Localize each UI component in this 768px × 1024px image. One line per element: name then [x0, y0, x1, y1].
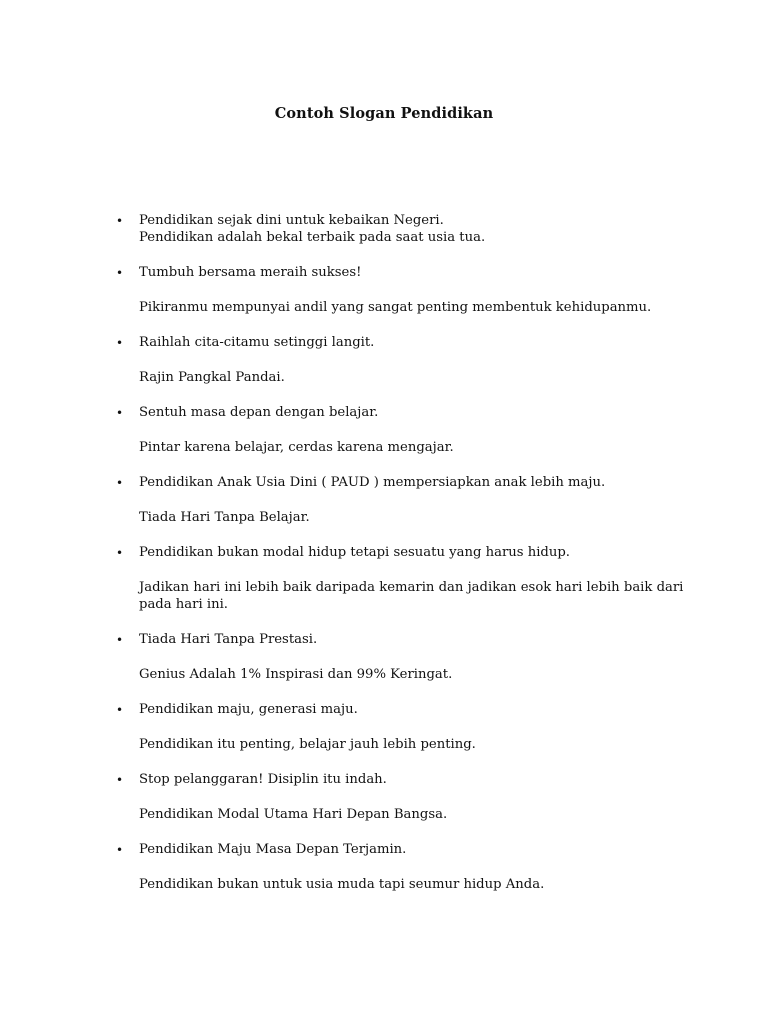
- list-item: [0, 544, 687, 613]
- list-item: [0, 404, 687, 456]
- slogan-line: Pendidikan itu penting, belajar jauh lebih penting.: [139, 737, 476, 752]
- list-item: [0, 701, 687, 753]
- slogan-line: Pintar karena belajar, cerdas karena mengajar.: [139, 440, 454, 455]
- slogan-line: Pendidikan sejak dini untuk kebaikan Negeri.: [139, 213, 444, 228]
- list-item: [0, 631, 687, 683]
- slogan-line: Pendidikan Anak Usia Dini ( PAUD ) mempersiapkan anak lebih maju.: [139, 475, 606, 490]
- bullet-icon: •: [116, 773, 124, 787]
- slogan-line: Pendidikan maju, generasi maju.: [139, 702, 358, 717]
- slogan-line: Pikiranmu mempunyai andil yang sangat penting membentuk kehidupanmu.: [139, 300, 652, 315]
- slogan-line: Pendidikan bukan modal hidup tetapi sesuatu yang harus hidup.: [139, 545, 570, 560]
- list-item: [0, 264, 687, 316]
- bullet-icon: •: [116, 406, 124, 420]
- slogan-line: Sentuh masa depan dengan belajar.: [139, 405, 379, 420]
- slogan-line: Tumbuh bersama meraih sukses!: [139, 265, 362, 280]
- slogan-line: Jadikan hari ini lebih baik daripada kemarin dan jadikan esok hari lebih baik dari pada hari ini.: [139, 580, 684, 612]
- document-title: Contoh Slogan Pendidikan: [274, 105, 494, 122]
- list-item: [0, 474, 687, 526]
- bullet-icon: •: [116, 703, 124, 717]
- list-item: [0, 841, 687, 893]
- slogan-line: Pendidikan bukan untuk usia muda tapi seumur hidup Anda.: [139, 877, 545, 892]
- list-item: [0, 771, 687, 823]
- slogan-line: Pendidikan Modal Utama Hari Depan Bangsa.: [139, 807, 448, 822]
- bullet-icon: •: [116, 633, 124, 647]
- list-item: [0, 334, 687, 386]
- bullet-icon: •: [116, 266, 124, 280]
- bullet-icon: •: [116, 336, 124, 350]
- slogan-line: Pendidikan adalah bekal terbaik pada saat usia tua.: [139, 230, 486, 245]
- slogan-line: Genius Adalah 1% Inspirasi dan 99% Keringat.: [139, 667, 453, 682]
- slogan-list: [0, 212, 768, 911]
- bullet-icon: •: [116, 546, 124, 560]
- bullet-icon: •: [116, 476, 124, 490]
- slogan-line: Tiada Hari Tanpa Prestasi.: [139, 632, 318, 647]
- bullet-icon: •: [116, 843, 124, 857]
- slogan-line: Raihlah cita-citamu setinggi langit.: [139, 335, 375, 350]
- slogan-line: Tiada Hari Tanpa Belajar.: [139, 510, 310, 525]
- slogan-line: Rajin Pangkal Pandai.: [139, 370, 285, 385]
- slogan-line: Pendidikan Maju Masa Depan Terjamin.: [139, 842, 407, 857]
- bullet-icon: •: [116, 214, 124, 228]
- list-item: [0, 212, 687, 246]
- slogan-line: Stop pelanggaran! Disiplin itu indah.: [139, 772, 387, 787]
